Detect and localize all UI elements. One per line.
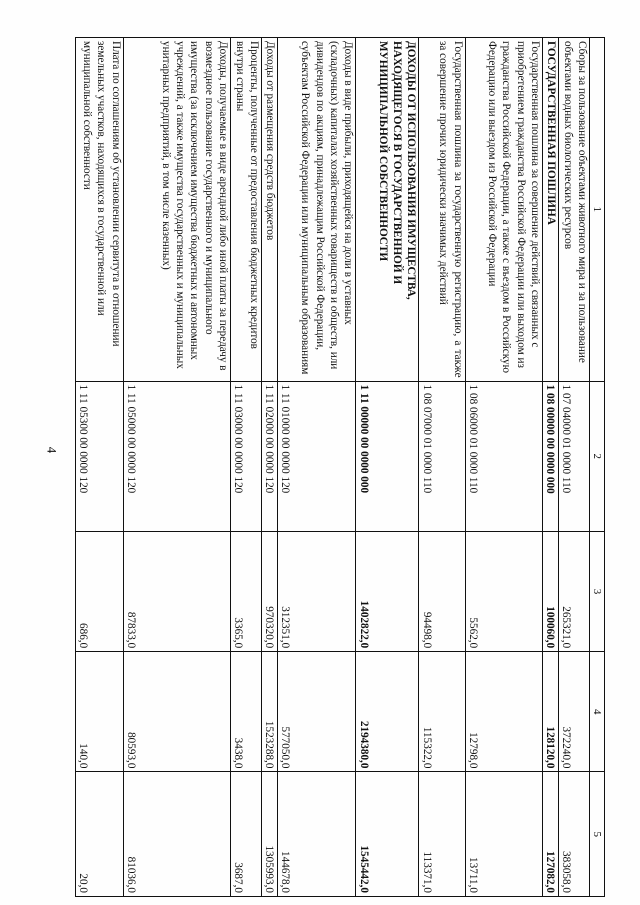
value-col5-cell: 1545442,0 xyxy=(356,772,419,897)
row-name-cell: Доходы, получаемые в виде арендной либо иной платы за передачу в возмездное пользование государственного и муниципального имущества (за исключением имущества бюджетных и автономных учреждений, а также имущества государственных и муниципальных унитарных предприятий, в том числе казенных) xyxy=(123,38,230,382)
column-header: 5 xyxy=(589,772,604,897)
value-col3-cell: 1402822,0 xyxy=(356,531,419,651)
revenue-table xyxy=(75,37,605,897)
budget-code-cell: 1 11 02000 00 0000 120 xyxy=(261,381,277,531)
table-row xyxy=(543,38,559,897)
value-col5-cell: 127082,0 xyxy=(543,772,559,897)
value-col4-cell: 12798,0 xyxy=(465,652,542,772)
row-name-cell: Государственная пошлина за совершение действий, связанных с приобретением гражданства Российской Федерации или выходом из гражданства Российской Федерации, а также с въездом в Российскую Федерацию или выездом из Российской Федерации xyxy=(465,38,542,382)
value-col5-cell: 1305993,0 xyxy=(261,772,277,897)
row-name-cell: Доходы от размещения средств бюджетов xyxy=(261,38,277,382)
value-col4-cell: 3438,0 xyxy=(230,652,261,772)
table-row xyxy=(277,38,355,897)
value-col3-cell: 3365,0 xyxy=(230,531,261,651)
budget-code-cell: 1 08 00000 00 0000 000 xyxy=(543,381,559,531)
value-col3-cell: 94498,0 xyxy=(419,531,465,651)
column-header: 2 xyxy=(589,381,604,531)
value-col5-cell: 13711,0 xyxy=(465,772,542,897)
table-row xyxy=(230,38,261,897)
table-row xyxy=(465,38,542,897)
value-col4-cell: 1523288,0 xyxy=(261,652,277,772)
value-col5-cell: 20,0 xyxy=(76,772,124,897)
budget-code-cell: 1 11 03000 00 0000 120 xyxy=(230,381,261,531)
page-number: 4 xyxy=(44,446,60,454)
value-col5-cell: 383058,0 xyxy=(558,772,589,897)
budget-code-cell: 1 08 07000 01 0000 110 xyxy=(419,381,465,531)
row-name-cell: Сборы за пользование объектами животного мира и за пользование объектами водных биологических ресурсов xyxy=(558,38,589,382)
column-header: 3 xyxy=(589,531,604,651)
value-col3-cell: 686,0 xyxy=(76,531,124,651)
value-col4-cell: 115322,0 xyxy=(419,652,465,772)
budget-code-cell: 1 11 05000 00 0000 120 xyxy=(123,381,230,531)
value-col4-cell: 140,0 xyxy=(76,652,124,772)
value-col3-cell: 312351,0 xyxy=(277,531,355,651)
budget-code-cell: 1 11 00000 00 0000 000 xyxy=(356,381,419,531)
value-col4-cell: 577050,0 xyxy=(277,652,355,772)
row-name-cell: Плата по соглашениям об установлении сервитута в отношении земельных участков, находящихся в государственной или муниципальной собственности xyxy=(76,38,124,382)
table-row xyxy=(261,38,277,897)
column-header: 4 xyxy=(589,652,604,772)
value-col4-cell: 128120,0 xyxy=(543,652,559,772)
value-col3-cell: 87833,0 xyxy=(123,531,230,651)
value-col4-cell: 2194380,0 xyxy=(356,652,419,772)
row-name-cell: ДОХОДЫ ОТ ИСПОЛЬЗОВАНИЯ ИМУЩЕСТВА, НАХОДЯЩЕГОСЯ В ГОСУДАРСТВЕННОЙ И МУНИЦИПАЛЬНОЙ СОБСТВЕННОСТИ xyxy=(356,38,419,382)
value-col3-cell: 265321,0 xyxy=(558,531,589,651)
table-row xyxy=(419,38,465,897)
table-row xyxy=(558,38,589,897)
value-col3-cell: 100060,0 xyxy=(543,531,559,651)
row-name-cell: Проценты, полученные от предоставления бюджетных кредитов внутри страны xyxy=(230,38,261,382)
budget-code-cell: 1 07 04000 01 0000 110 xyxy=(558,381,589,531)
column-header: 1 xyxy=(589,38,604,382)
table-row xyxy=(76,38,124,897)
value-col5-cell: 81036,0 xyxy=(123,772,230,897)
table-row xyxy=(123,38,230,897)
value-col5-cell: 144678,0 xyxy=(277,772,355,897)
rotated-table-container xyxy=(75,37,605,897)
value-col5-cell: 3687,0 xyxy=(230,772,261,897)
value-col4-cell: 372240,0 xyxy=(558,652,589,772)
value-col3-cell: 970320,0 xyxy=(261,531,277,651)
budget-code-cell: 1 11 05300 00 0000 120 xyxy=(76,381,124,531)
row-name-cell: Государственная пошлина за государственную регистрацию, а также за совершение прочих юридически значимых действий xyxy=(419,38,465,382)
value-col4-cell: 80593,0 xyxy=(123,652,230,772)
table-row xyxy=(356,38,419,897)
column-number-row xyxy=(589,38,604,897)
budget-code-cell: 1 08 06000 01 0000 110 xyxy=(465,381,542,531)
budget-code-cell: 1 11 01000 00 0000 120 xyxy=(277,381,355,531)
value-col5-cell: 113371,0 xyxy=(419,772,465,897)
row-name-cell: Доходы в виде прибыли, приходящейся на доли в уставных (складочных) капиталах хозяйственных товариществ и обществ, или дивидендов по акциям, принадлежащим Российской Федерации, субъектам Российской Федерации или муниципальным образованиям xyxy=(277,38,355,382)
value-col3-cell: 5562,0 xyxy=(465,531,542,651)
row-name-cell: ГОСУДАРСТВЕННАЯ ПОШЛИНА xyxy=(543,38,559,382)
